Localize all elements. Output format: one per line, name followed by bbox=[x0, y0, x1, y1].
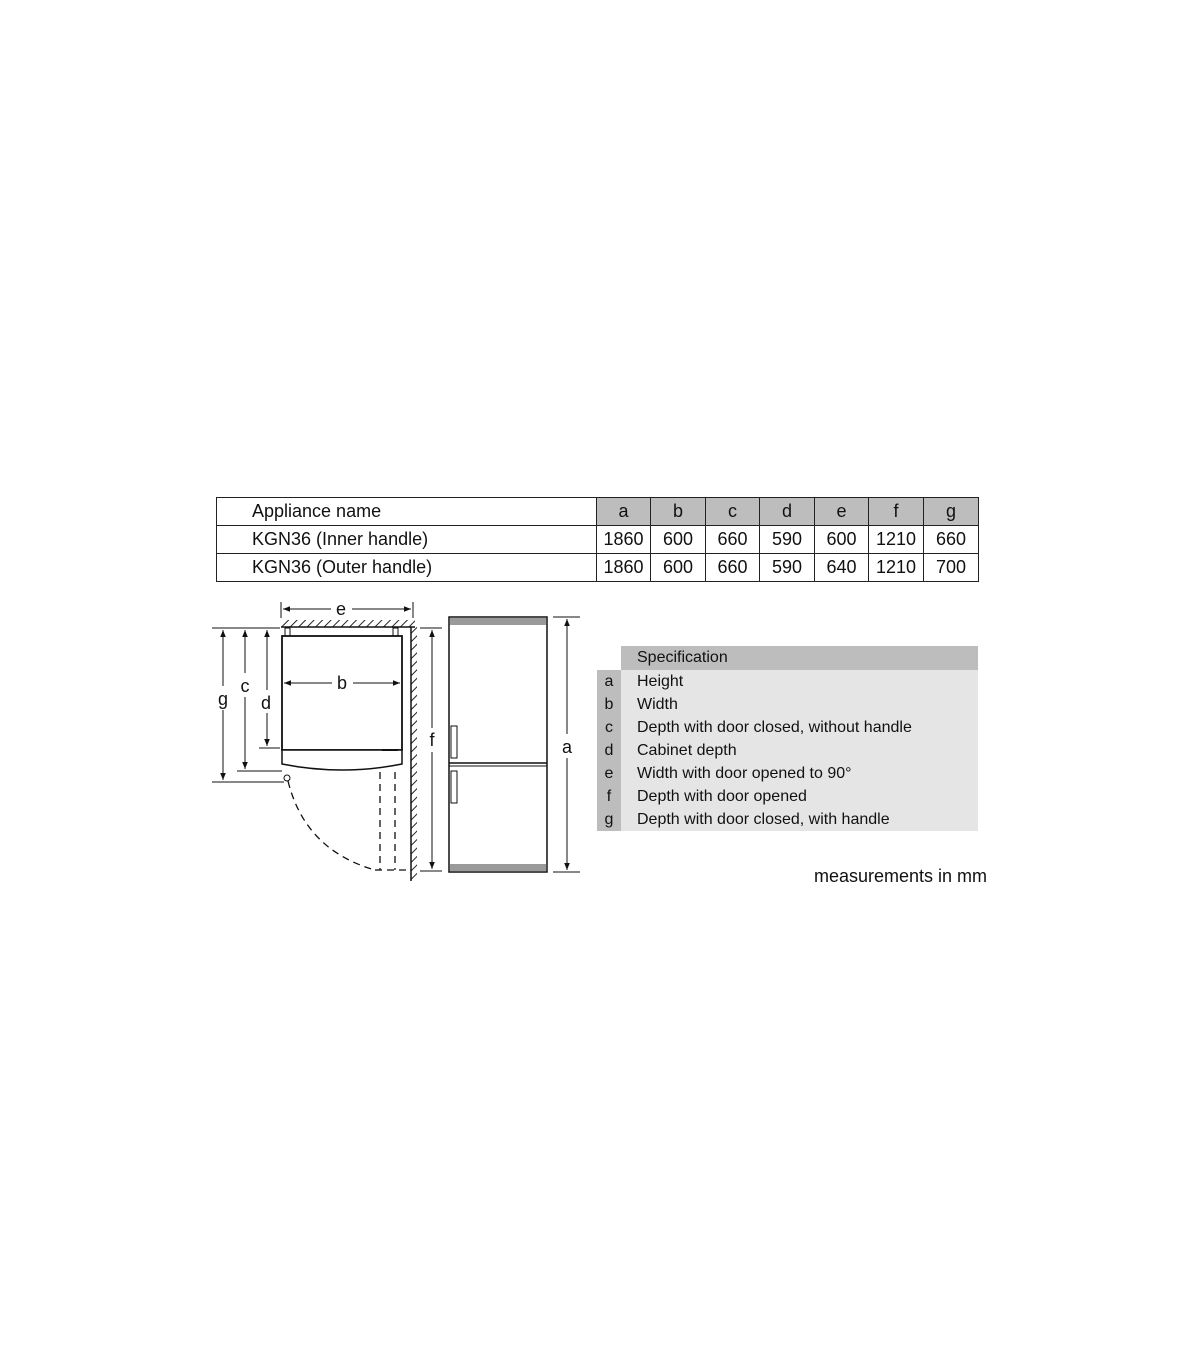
label-e: e bbox=[335, 599, 347, 619]
legend-text: Depth with door closed, with handle bbox=[621, 808, 978, 831]
cell-a: 1860 bbox=[597, 554, 651, 582]
cell-f: 1210 bbox=[869, 554, 924, 582]
upper-door-handle bbox=[451, 726, 457, 758]
list-item bbox=[597, 808, 978, 831]
header-col-f: f bbox=[869, 498, 924, 526]
top-view bbox=[212, 599, 442, 881]
legend-key: c bbox=[597, 716, 621, 739]
front-view bbox=[449, 617, 580, 872]
label-c: c bbox=[240, 676, 250, 696]
spacer-left bbox=[285, 628, 290, 636]
legend-text: Width with door opened to 90° bbox=[621, 762, 978, 785]
cell-b: 600 bbox=[651, 554, 706, 582]
header-col-b: b bbox=[651, 498, 706, 526]
cell-b: 600 bbox=[651, 526, 706, 554]
cell-f: 1210 bbox=[869, 526, 924, 554]
legend-text: Cabinet depth bbox=[621, 739, 978, 762]
legend-key: d bbox=[597, 739, 621, 762]
row-appliance-name: KGN36 (Inner handle) bbox=[217, 526, 597, 554]
specification-legend bbox=[597, 646, 978, 831]
legend-text: Height bbox=[621, 670, 978, 693]
header-col-e: e bbox=[815, 498, 869, 526]
label-f: f bbox=[429, 730, 435, 750]
list-item bbox=[597, 716, 978, 739]
legend-text: Depth with door opened bbox=[621, 785, 978, 808]
legend-text: Depth with door closed, without handle bbox=[621, 716, 978, 739]
spacer-right bbox=[393, 628, 398, 636]
fridge-bottom-plinth bbox=[450, 864, 546, 871]
cell-d: 590 bbox=[760, 526, 815, 554]
top-wall-hatch bbox=[281, 620, 415, 627]
header-col-a: a bbox=[597, 498, 651, 526]
cell-e: 600 bbox=[815, 526, 869, 554]
door-closed bbox=[282, 750, 402, 770]
hinge-point bbox=[284, 775, 290, 781]
label-b: b bbox=[336, 673, 348, 693]
label-a: a bbox=[561, 737, 573, 757]
list-item bbox=[597, 762, 978, 785]
cell-g: 700 bbox=[924, 554, 979, 582]
units-note: measurements in mm bbox=[814, 866, 988, 886]
header-col-d: d bbox=[760, 498, 815, 526]
lower-door-handle bbox=[451, 771, 457, 803]
cell-d: 590 bbox=[760, 554, 815, 582]
list-item bbox=[597, 785, 978, 808]
cell-c: 660 bbox=[706, 554, 760, 582]
legend-key: e bbox=[597, 762, 621, 785]
fridge-body bbox=[449, 617, 547, 872]
cell-e: 640 bbox=[815, 554, 869, 582]
cell-c: 660 bbox=[706, 526, 760, 554]
list-item bbox=[597, 693, 978, 716]
cell-a: 1860 bbox=[597, 526, 651, 554]
door-swing-arc bbox=[288, 781, 375, 870]
legend-key: a bbox=[597, 670, 621, 693]
cabinet-outline bbox=[282, 636, 402, 750]
legend-key: b bbox=[597, 693, 621, 716]
list-item bbox=[597, 670, 978, 693]
header-col-g: g bbox=[924, 498, 979, 526]
list-item bbox=[597, 739, 978, 762]
row-appliance-name: KGN36 (Outer handle) bbox=[217, 554, 597, 582]
header-col-c: c bbox=[706, 498, 760, 526]
legend-key: g bbox=[597, 808, 621, 831]
cell-g: 660 bbox=[924, 526, 979, 554]
label-g: g bbox=[217, 689, 229, 709]
legend-key: f bbox=[597, 785, 621, 808]
fridge-top-cap bbox=[450, 618, 546, 625]
label-d: d bbox=[260, 693, 272, 713]
legend-title: Specification bbox=[621, 646, 978, 670]
header-appliance-name: Appliance name bbox=[217, 498, 597, 526]
legend-text: Width bbox=[621, 693, 978, 716]
side-wall-hatch bbox=[411, 627, 417, 881]
